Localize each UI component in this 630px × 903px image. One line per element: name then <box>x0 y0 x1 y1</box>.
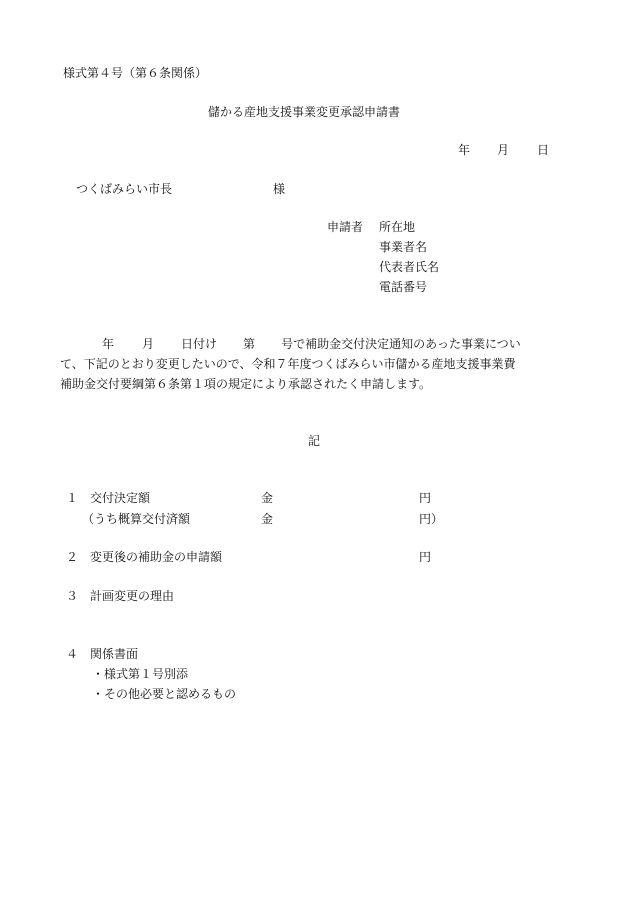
applicant-label: 申請者 <box>327 220 364 234</box>
document-title: 儲かる産地支援事業変更承認申請書 <box>208 105 401 119</box>
item-1-number: １ <box>66 491 79 505</box>
item-4-bullet-1: ・様式第１号別添 <box>92 667 189 681</box>
applicant-field-address: 所在地 <box>379 220 416 234</box>
item-3-label: 計画変更の理由 <box>90 589 175 603</box>
paragraph-line-2: て、下記のとおり変更したいので、令和７年度つくばみらい市儲かる産地支援事業費 <box>60 357 516 371</box>
addressee-name: つくばみらい市長 <box>76 182 173 196</box>
item-4-number: ４ <box>66 647 79 661</box>
item-1-sub-yen: 円） <box>419 512 444 526</box>
body-line1-rest: 号で補助金交付決定通知のあった事業につい <box>281 337 521 351</box>
item-1-kin: 金 <box>261 491 274 505</box>
date-month-label: 月 <box>497 143 510 157</box>
paragraph-line-1 <box>60 334 565 354</box>
item-1-yen: 円 <box>419 491 432 505</box>
body-year: 年 <box>102 337 115 351</box>
item-4-label: 関係書面 <box>90 647 139 661</box>
date-year-label: 年 <box>458 143 471 157</box>
date-day-label: 日 <box>537 143 550 157</box>
ki-heading: 記 <box>308 434 321 448</box>
paragraph-line-3: 補助金交付要綱第６条第１項の規定により承認されたく申請します。 <box>60 377 432 391</box>
item-2-number: ２ <box>66 550 79 564</box>
applicant-field-business-name: 事業者名 <box>379 240 428 254</box>
form-number: 様式第４号（第６条関係） <box>63 66 208 80</box>
addressee-honorific: 様 <box>273 182 286 196</box>
applicant-field-representative: 代表者氏名 <box>379 260 440 274</box>
item-4-bullet-2: ・その他必要と認めるもの <box>92 687 237 701</box>
item-2-yen: 円 <box>419 550 432 564</box>
item-1-label: 交付決定額 <box>90 491 151 505</box>
body-dai: 第 <box>243 337 256 351</box>
applicant-field-phone: 電話番号 <box>379 280 428 294</box>
item-1-sub-label: （うち概算交付済額 <box>82 512 191 526</box>
item-2-label: 変更後の補助金の申請額 <box>90 550 223 564</box>
item-1-sub-kin: 金 <box>261 512 274 526</box>
request-paragraph <box>60 334 565 394</box>
body-dated: 日付け <box>181 337 218 351</box>
item-3-number: ３ <box>66 589 79 603</box>
body-month: 月 <box>142 337 155 351</box>
